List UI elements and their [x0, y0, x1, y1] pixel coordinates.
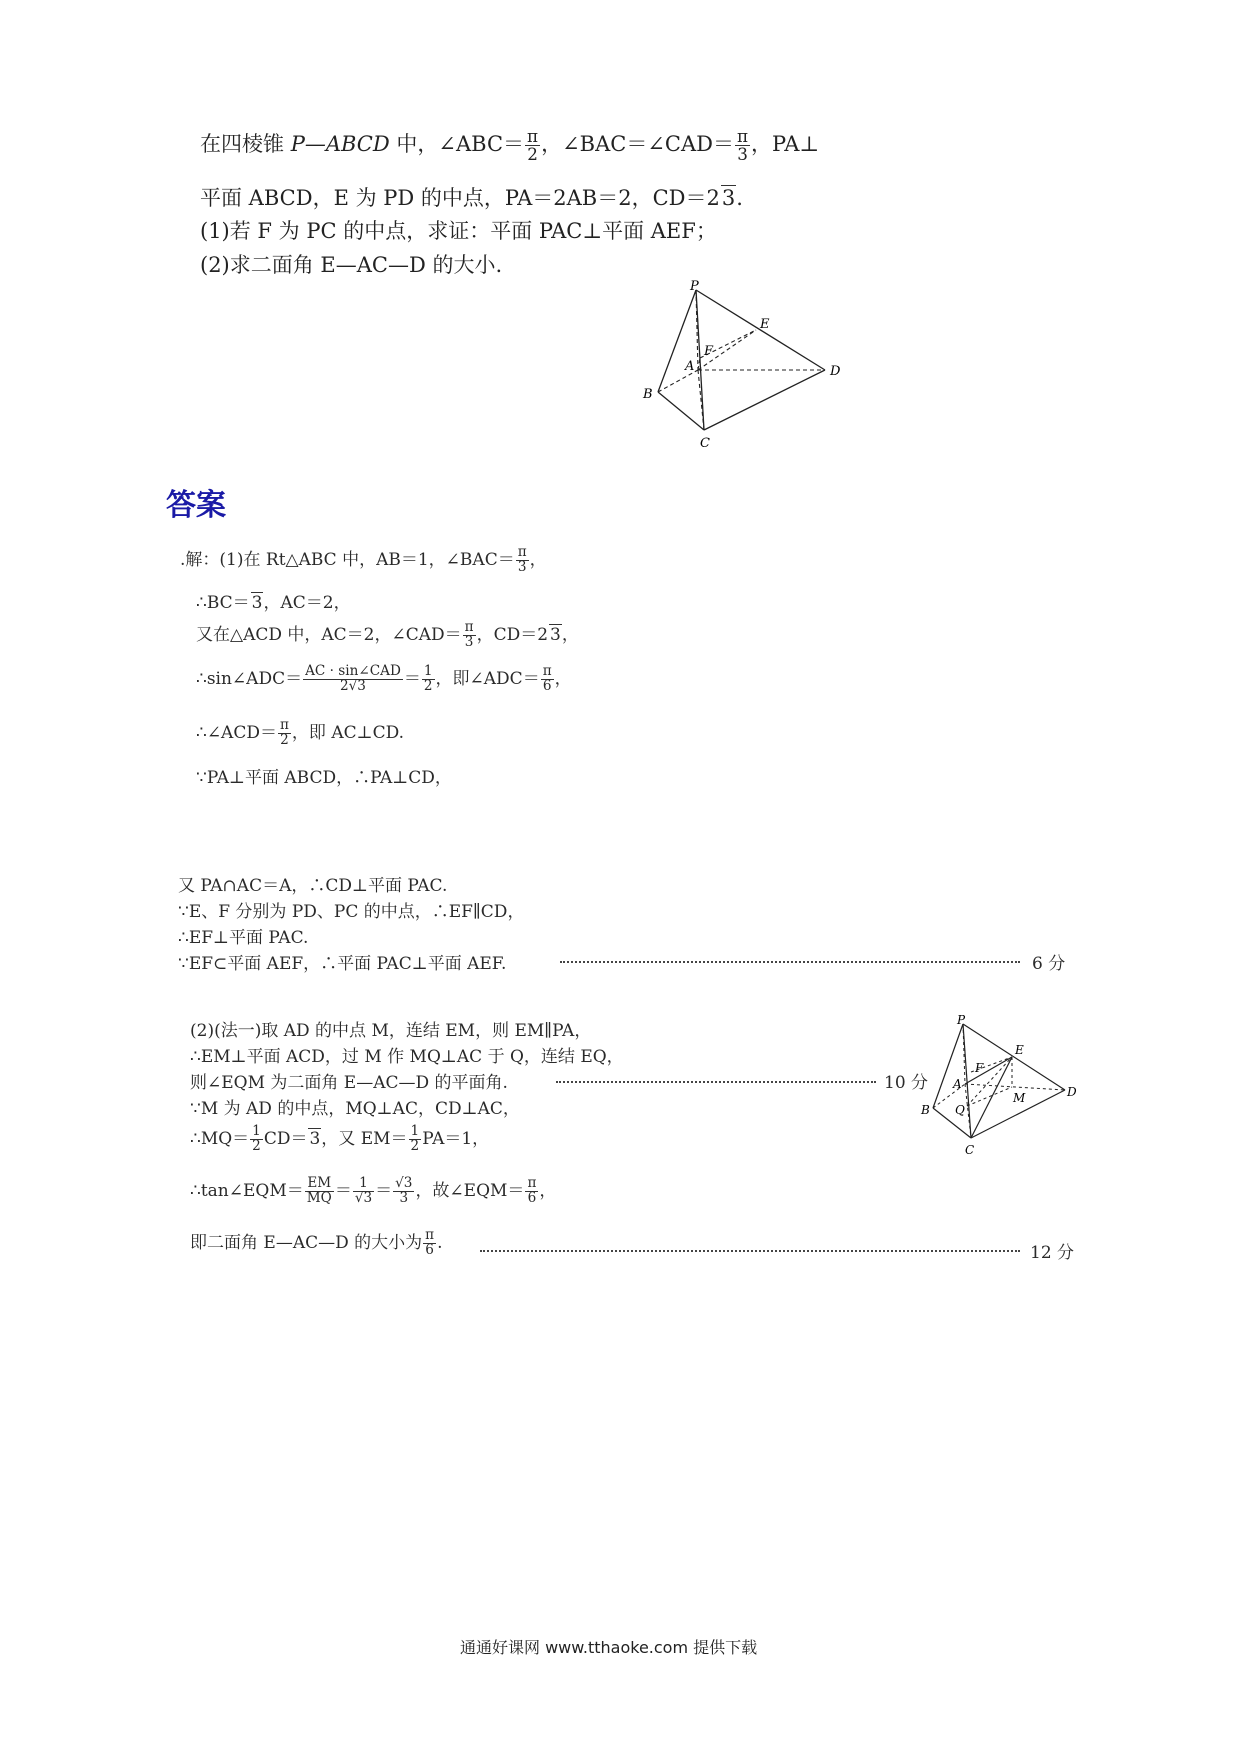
- text: PA＝1，: [422, 1129, 490, 1149]
- fraction: [463, 621, 476, 649]
- denominator: 3: [464, 634, 474, 650]
- denominator: √3: [354, 1190, 373, 1206]
- numerator: π: [527, 126, 539, 147]
- fraction: [525, 128, 540, 163]
- solution-1-line-1: [180, 545, 547, 575]
- edge-CD: [704, 370, 825, 430]
- edge-AD: [965, 1084, 1065, 1090]
- solution-1-line-2: [196, 588, 351, 613]
- score-12: 12 分: [1030, 1243, 1075, 1263]
- edge-PB: [658, 290, 696, 392]
- denominator: 2: [280, 732, 289, 748]
- solution-2-line-3: 则∠EQM 为二面角 E—AC—D 的平面角.: [190, 1073, 508, 1093]
- label-P: P: [957, 1013, 966, 1027]
- denominator: 2: [410, 1138, 420, 1154]
- text: ，AC＝2，: [263, 593, 351, 613]
- page-footer: 通通好课网 www.tthaoke.com 提供下载: [460, 1638, 758, 1657]
- text: CD＝: [263, 1129, 308, 1149]
- label-F: F: [975, 1061, 984, 1075]
- sqrt: 3: [251, 593, 263, 613]
- solution-1-line-6: ∵PA⊥平面 ABCD，∴PA⊥CD，: [196, 768, 452, 788]
- text: ，PA⊥: [751, 132, 820, 156]
- numerator: π: [279, 717, 289, 734]
- solution-1-line-5: [196, 718, 404, 748]
- segment-QM: [967, 1087, 1012, 1106]
- fraction: [303, 665, 403, 693]
- sqrt: 3: [721, 186, 736, 210]
- label-B: B: [643, 387, 653, 402]
- fraction: [250, 1125, 263, 1153]
- text: ，: [561, 625, 579, 645]
- fraction: [422, 665, 435, 693]
- score-6: 6 分: [1032, 954, 1066, 974]
- label-F: F: [704, 344, 714, 359]
- numerator: π: [527, 1175, 537, 1192]
- text: ∵EF⊂平面 AEF，∴平面 PAC⊥平面 AEF.: [178, 954, 507, 974]
- denominator: MQ: [306, 1190, 332, 1206]
- fraction: [353, 1177, 374, 1205]
- text: ∴tan∠EQM＝: [190, 1181, 304, 1201]
- solution-2-line-4: ∵M 为 AD 的中点，MQ⊥AC，CD⊥AC，: [190, 1099, 520, 1119]
- fraction: [541, 665, 554, 693]
- text: ，: [539, 1181, 557, 1201]
- denominator: 2: [527, 144, 538, 164]
- dotted-leader: [556, 1081, 876, 1083]
- solution-2-line-5: [190, 1124, 489, 1154]
- text: 又在△ACD 中，AC＝2，∠CAD＝: [196, 625, 462, 645]
- solution-2-line-2: ∴EM⊥平面 ACD，过 M 作 MQ⊥AC 于 Q，连结 EQ，: [190, 1047, 624, 1067]
- label-E: E: [760, 317, 770, 332]
- denominator: 6: [527, 1190, 537, 1206]
- label-D: D: [1067, 1085, 1077, 1099]
- numerator: π: [542, 663, 552, 680]
- text: ，: [529, 550, 547, 570]
- text: .解：(1)在 Rt△ABC 中，AB＝1，∠BAC＝: [180, 550, 515, 570]
- numerator: √3: [395, 1175, 413, 1192]
- text: ＝: [375, 1181, 393, 1201]
- label-P: P: [690, 280, 699, 294]
- numerator: 1: [423, 663, 433, 680]
- label-C: C: [965, 1143, 975, 1157]
- text: ，∠BAC＝∠CAD＝: [541, 132, 735, 156]
- fraction: [525, 1177, 538, 1205]
- denominator: 3: [517, 559, 527, 575]
- numerator: π: [737, 126, 749, 147]
- dotted-leader: [560, 961, 1020, 963]
- denominator: 2√3: [340, 678, 366, 694]
- fraction: [305, 1177, 334, 1205]
- solution-2-line-7: [190, 1228, 442, 1258]
- denominator: 6: [425, 1242, 434, 1258]
- label-B: B: [921, 1103, 930, 1117]
- label-A: A: [953, 1077, 962, 1091]
- dotted-leader: [480, 1250, 1020, 1252]
- text: ＝: [403, 669, 421, 689]
- pyramid-figure-1: [630, 280, 850, 450]
- fraction: [409, 1125, 422, 1153]
- text: ∴BC＝: [196, 593, 250, 613]
- solution-1b-line-1: 又 PA∩AC＝A，∴CD⊥平面 PAC.: [178, 876, 448, 896]
- numerator: π: [464, 619, 474, 636]
- solution-1b-line-4: [178, 949, 506, 974]
- pyramid-name: P—ABCD: [290, 132, 390, 156]
- label-Q: Q: [955, 1103, 965, 1117]
- text: 中，∠ABC＝: [389, 132, 525, 156]
- problem-line-2: [200, 182, 743, 212]
- sqrt: 3: [550, 625, 561, 645]
- numerator: π: [425, 1227, 435, 1244]
- text: .: [736, 186, 743, 210]
- solution-1b-line-3: ∴EF⊥平面 PAC.: [178, 928, 309, 948]
- edge-BC: [933, 1108, 971, 1138]
- text: ，即∠ADC＝: [435, 669, 540, 689]
- fraction: [278, 719, 291, 747]
- text: ，: [554, 669, 572, 689]
- text: ，即 AC⊥CD.: [291, 723, 405, 743]
- numerator: 1: [353, 1177, 374, 1192]
- solution-2-line-1: (2)(法一)取 AD 的中点 M，连结 EM，则 EM∥PA，: [190, 1021, 592, 1041]
- numerator: AC · sin∠CAD: [305, 663, 401, 680]
- text: ∴sin∠ADC＝: [196, 669, 303, 689]
- fraction: [393, 1177, 414, 1205]
- edge-BC: [658, 392, 704, 430]
- fraction: [735, 128, 750, 163]
- label-C: C: [700, 436, 710, 450]
- label-E: E: [1015, 1043, 1024, 1057]
- label-M: M: [1013, 1091, 1026, 1105]
- denominator: 3: [737, 144, 748, 164]
- text: ，CD＝2: [476, 625, 549, 645]
- text: ∴MQ＝: [190, 1129, 250, 1149]
- numerator: π: [517, 544, 527, 561]
- numerator: 1: [410, 1123, 420, 1140]
- problem-part-2: (2)求二面角 E—AC—D 的大小.: [200, 253, 503, 277]
- score-10: 10 分: [884, 1073, 929, 1093]
- problem-line-1: [200, 128, 819, 163]
- solution-1b-line-2: ∵E、F 分别为 PD、PC 的中点，∴EF∥CD，: [178, 902, 525, 922]
- denominator: 2: [252, 1138, 261, 1154]
- edge-PB: [933, 1024, 963, 1108]
- text: 平面 ABCD，E 为 PD 的中点，PA＝2AB＝2，CD＝2: [200, 186, 720, 210]
- text: 在四棱锥: [200, 132, 291, 156]
- sqrt: 3: [309, 1129, 321, 1149]
- pyramid-figure-2: [915, 1010, 1085, 1160]
- solution-1-line-4: [196, 664, 572, 694]
- problem-part-1: (1)若 F 为 PC 的中点，求证：平面 PAC⊥平面 AEF；: [200, 219, 717, 243]
- edge-PD: [963, 1024, 1065, 1090]
- denominator: 6: [542, 678, 552, 694]
- numerator: 1: [252, 1123, 261, 1140]
- numerator: EM: [305, 1177, 334, 1192]
- text: ∴∠ACD＝: [196, 723, 277, 743]
- text: 即二面角 E—AC—D 的大小为: [190, 1233, 423, 1253]
- label-D: D: [830, 364, 841, 379]
- text: .: [437, 1233, 443, 1253]
- solution-2-line-6: [190, 1176, 556, 1206]
- denominator: 2: [423, 678, 433, 694]
- answer-heading: 答案: [166, 488, 226, 523]
- denominator: 3: [399, 1190, 409, 1206]
- fraction: [516, 546, 529, 574]
- segment-QE: [967, 1057, 1012, 1106]
- solution-1-line-3: [196, 620, 579, 650]
- text: ，故∠EQM＝: [415, 1181, 525, 1201]
- fraction: [423, 1229, 436, 1257]
- label-A: A: [685, 359, 695, 374]
- text: ，又 EM＝: [321, 1129, 408, 1149]
- text: ＝: [334, 1181, 352, 1201]
